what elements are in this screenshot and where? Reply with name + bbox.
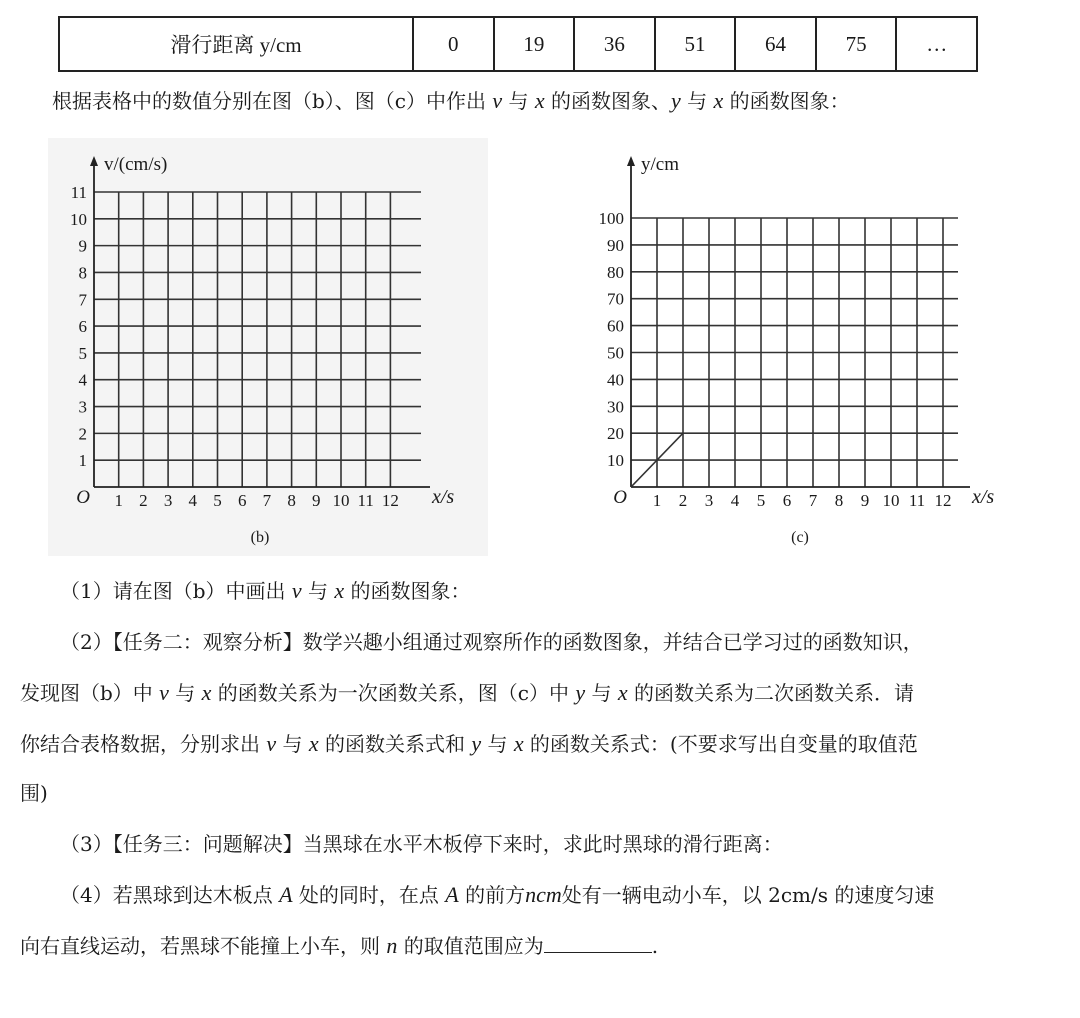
question-3: （3）【任务三：问题解决】当黑球在水平木板停下来时，求此时黑球的滑行距离： [60, 832, 783, 856]
graph-caption: (b) [250, 529, 270, 546]
y-tick-label: 40 [607, 370, 624, 390]
y-tick-label: 100 [598, 209, 624, 228]
y-tick-label: 2 [78, 424, 87, 444]
x-axis-label: x/s [432, 486, 455, 508]
question-2-line-3 [20, 730, 1070, 758]
y-tick-label: 8 [78, 263, 87, 283]
x-tick-label: 9 [312, 491, 321, 510]
x-tick-label: 2 [678, 491, 688, 510]
x-axis-label: x/s [972, 486, 995, 508]
y-tick-label: 1 [78, 451, 87, 471]
text-span: 向右直线运动，若黑球不能撞上小车，则 [20, 934, 387, 958]
x-tick-label: 10 [882, 491, 900, 510]
variable-x: x [201, 680, 212, 705]
text-span: （1）请在图（b）中画出 [60, 579, 292, 603]
y-tick-label: 50 [607, 343, 624, 363]
variable-x: x [713, 88, 724, 113]
text-span: 的取值范围应为 [397, 934, 544, 958]
text-span: 与 [168, 681, 202, 705]
variable-x: x [513, 731, 524, 756]
variable-v: v [159, 680, 169, 705]
x-tick-label: 3 [163, 491, 173, 510]
variable-v: v [291, 578, 302, 603]
y-tick-label: 90 [607, 235, 624, 255]
graph-caption: (c) [791, 529, 809, 546]
x-tick-label: 11 [908, 491, 926, 510]
variable-x: x [334, 578, 345, 603]
text-span: 发现图（b）中 [20, 681, 160, 705]
table-cell: 51 [655, 17, 736, 71]
y-tick-label: 30 [607, 397, 624, 417]
variable-a: A [445, 882, 459, 907]
variable-y: y [670, 88, 681, 113]
y-tick-label: 80 [607, 262, 624, 282]
data-table [58, 16, 978, 72]
y-tick-label: 9 [78, 236, 87, 256]
x-tick-label: 1 [114, 491, 123, 510]
y-tick-label: 10 [607, 451, 624, 471]
x-tick-label: 5 [756, 491, 766, 510]
text-span: 处的同时，在点 [292, 883, 446, 907]
variable-y: y [575, 680, 586, 705]
text-span: 你结合表格数据，分别求出 [20, 732, 267, 756]
x-tick-label: 11 [357, 491, 374, 510]
x-tick-label: 8 [834, 491, 844, 510]
graph-c-svg [588, 138, 1028, 556]
table-cell: 64 [735, 17, 816, 71]
question-4-line-2 [20, 932, 1070, 960]
text-span: 的函数图象、 [544, 89, 671, 113]
y-tick-label: 4 [78, 370, 87, 390]
table-header-cell: 滑行距离 y/cm [59, 17, 413, 71]
text-span: 与 [301, 579, 335, 603]
variable-y: y [471, 731, 482, 756]
text-span: 的函数关系为一次函数关系，图（c）中 [211, 681, 576, 705]
origin-label: O [613, 487, 627, 508]
text-span: 与 [680, 89, 714, 113]
variable-x: x [617, 680, 628, 705]
variable-v: v [266, 731, 277, 756]
graph-c [588, 138, 1028, 556]
x-tick-label: 4 [188, 491, 198, 510]
text-span: 的函数关系为二次函数关系．请 [627, 681, 914, 705]
graph-b-svg [48, 138, 488, 556]
y-tick-label: 11 [70, 183, 87, 202]
x-tick-label: 6 [782, 491, 792, 510]
x-tick-label: 5 [213, 491, 222, 510]
question-2-line-4: 围) [20, 781, 48, 805]
text-span: 与 [481, 732, 514, 756]
table-cell: … [896, 17, 977, 71]
y-tick-label: 10 [70, 209, 87, 229]
text-span: 处有一辆电动小车，以 2cm/s 的速度匀速 [561, 883, 935, 907]
table-cell: 36 [574, 17, 655, 71]
y-tick-label: 70 [607, 289, 624, 309]
variable-a: A [279, 882, 293, 907]
y-tick-label: 60 [607, 316, 624, 336]
variable-n: n [386, 933, 398, 958]
x-tick-label: 1 [652, 491, 662, 510]
y-tick-label: 5 [78, 343, 87, 363]
y-axis-arrow [90, 156, 98, 166]
question-2-line-2 [20, 679, 1070, 707]
x-tick-label: 12 [934, 491, 952, 510]
x-tick-label: 8 [287, 491, 296, 510]
text-span: 与 [502, 89, 535, 113]
text-span: 的函数关系式：(不要求写出自变量的取值范 [523, 732, 918, 756]
y-axis-label: y/cm [641, 154, 679, 175]
x-tick-label: 6 [237, 491, 247, 510]
question-4-line-1 [60, 881, 1080, 909]
table-cell: 19 [494, 17, 575, 71]
graph-b [48, 138, 488, 556]
intro-text [52, 87, 1080, 115]
answer-blank[interactable] [544, 932, 652, 953]
y-tick-label: 6 [78, 317, 87, 337]
table-cell: 75 [816, 17, 897, 71]
text-span: 的函数图象： [344, 579, 471, 603]
x-tick-label: 2 [139, 491, 148, 510]
x-tick-label: 10 [332, 491, 350, 510]
text-span: 的函数关系式和 [318, 732, 472, 756]
text-span: 的前方 [458, 883, 526, 907]
x-tick-label: 4 [730, 491, 740, 510]
question-2-line-1: （2）【任务二：观察分析】数学兴趣小组通过观察所作的函数图象，并结合已学习过的函数知识， [60, 630, 923, 654]
y-axis-arrow [627, 156, 635, 166]
y-tick-label: 3 [78, 397, 87, 417]
x-tick-label: 7 [808, 491, 818, 510]
text-span: 与 [276, 732, 309, 756]
variable-x: x [308, 731, 319, 756]
text-span: （4）若黑球到达木板点 [60, 883, 280, 907]
variable-v: v [492, 88, 503, 113]
x-tick-label: 3 [704, 491, 714, 510]
x-tick-label: 12 [381, 491, 399, 510]
text-span: . [651, 934, 659, 958]
y-tick-label: 7 [78, 290, 87, 310]
x-tick-label: 9 [860, 491, 870, 510]
table-cell: 0 [413, 17, 494, 71]
text-span: 与 [585, 681, 618, 705]
variable-ncm: ncm [525, 882, 562, 907]
question-1 [60, 577, 1080, 605]
y-axis-label: v/(cm/s) [104, 154, 168, 175]
text-span: 的函数图象： [723, 89, 850, 113]
origin-label: O [76, 487, 90, 508]
variable-x: x [534, 88, 545, 113]
table-row [59, 17, 977, 71]
x-tick-label: 7 [262, 491, 272, 510]
text-span: 根据表格中的数值分别在图（b）、图（c）中作出 [52, 89, 493, 113]
y-tick-label: 20 [607, 424, 624, 444]
